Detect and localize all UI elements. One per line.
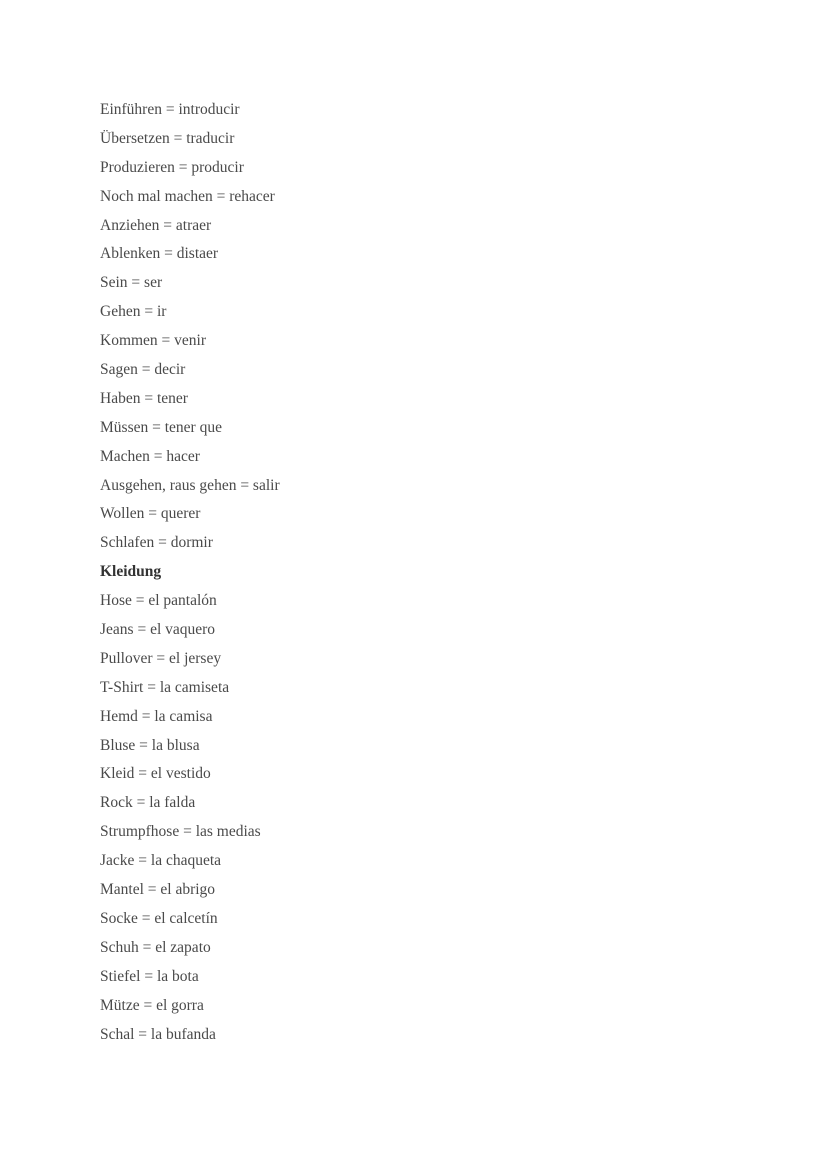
vocab-line: Gehen = ir	[100, 303, 167, 321]
vocab-line: Hemd = la camisa	[100, 707, 213, 725]
vocab-line: Einführen = introducir	[100, 101, 240, 118]
vocab-line: Ausgehen, raus gehen = salir	[100, 476, 280, 494]
vocabulary-list	[100, 96, 740, 1049]
vocab-line: Jeans = el vaquero	[100, 621, 216, 639]
vocab-line: Mantel = el abrigo	[100, 881, 216, 899]
vocab-line: Anziehen = atraer	[100, 216, 212, 234]
vocab-line: Haben = tener	[100, 389, 188, 407]
vocab-line: Socke = el calcetín	[100, 909, 218, 927]
vocab-line: Kleid = el vestido	[100, 765, 211, 783]
vocab-line: Müssen = tener que	[100, 418, 222, 436]
vocab-line: Sagen = decir	[100, 361, 186, 379]
vocab-line: Hose = el pantalón	[100, 592, 217, 610]
vocab-line: Jacke = la chaqueta	[100, 852, 222, 870]
vocab-line: Bluse = la blusa	[100, 736, 200, 754]
vocab-line: Kommen = venir	[100, 332, 207, 350]
vocab-line: Schal = la bufanda	[100, 1025, 216, 1043]
vocab-line: T-Shirt = la camiseta	[100, 678, 230, 696]
vocab-line: Mütze = el gorra	[100, 996, 204, 1014]
vocab-line: Ablenken = distaer	[100, 245, 219, 263]
vocab-line: Sein = ser	[100, 274, 163, 292]
vocab-line: Rock = la falda	[100, 794, 196, 812]
vocab-line: Pullover = el jersey	[100, 649, 222, 667]
vocab-line: Strumpfhose = las medias	[100, 823, 261, 841]
section-heading: Kleidung	[100, 563, 162, 581]
vocab-line: Noch mal machen = rehacer	[100, 187, 275, 205]
vocab-line: Wollen = querer	[100, 505, 201, 523]
vocab-line: Machen = hacer	[100, 447, 200, 465]
vocab-line: Schlafen = dormir	[100, 534, 213, 552]
vocab-line: Übersetzen = traducir	[100, 129, 235, 147]
vocab-line: Schuh = el zapato	[100, 938, 211, 956]
vocab-line: Stiefel = la bota	[100, 967, 199, 985]
vocab-line: Produzieren = producir	[100, 158, 244, 176]
